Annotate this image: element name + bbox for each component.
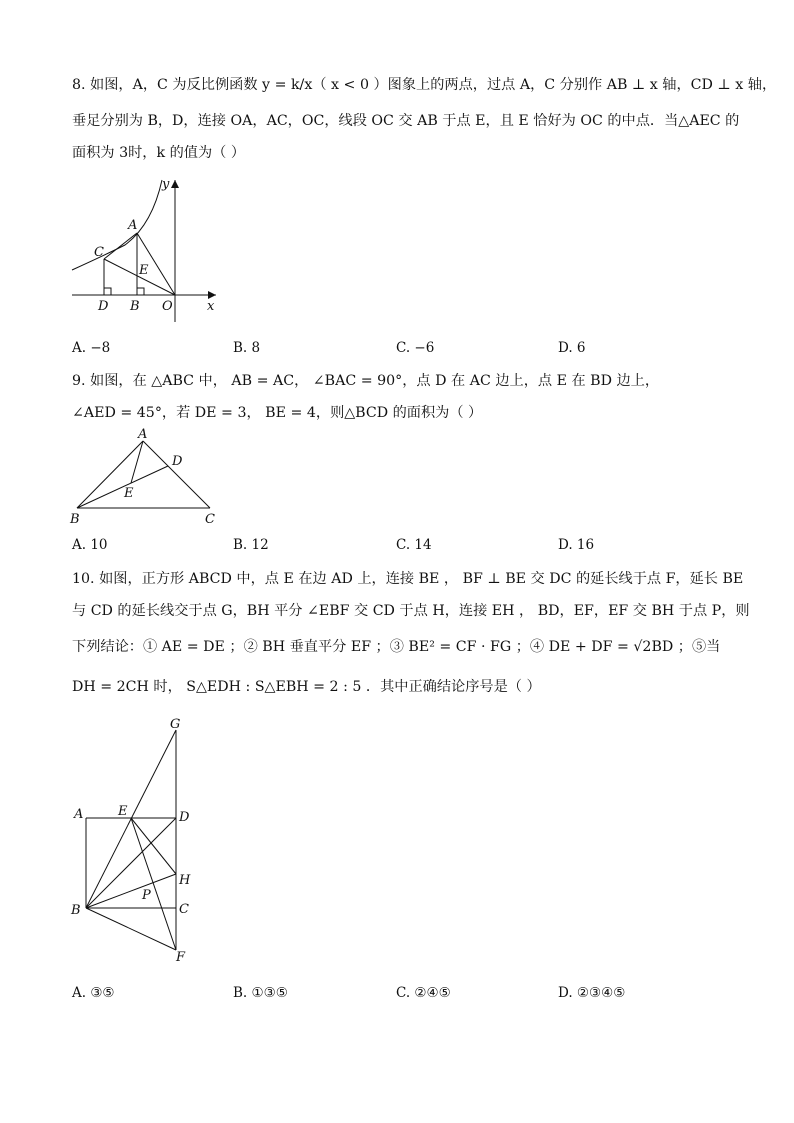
- q10-option-a: A. ③⑤: [72, 985, 115, 1001]
- q10-label-B: B: [71, 903, 81, 918]
- q10-option-c: C. ②④⑤: [396, 985, 451, 1001]
- q10-label-P: P: [142, 888, 151, 903]
- q9-label-C: C: [205, 512, 215, 527]
- q10-segment-BF: [86, 908, 176, 950]
- q10-segment-EH: [131, 818, 176, 874]
- q10-label-G: G: [170, 717, 181, 732]
- q10-label-A: A: [74, 807, 84, 822]
- q9-option-d: D. 16: [558, 537, 595, 553]
- q8-stem-line-2: 垂足分别为 B，D，连接 OA，AC，OC，线段 OC 交 AB 于点 E，且 E 恰好为 OC 的中点．当△AEC 的: [72, 113, 740, 129]
- q9-label-B: B: [70, 512, 80, 527]
- q8-option-a: A. −8: [72, 340, 111, 356]
- q9-label-E: E: [124, 486, 134, 501]
- q8-label-x: x: [207, 299, 215, 314]
- q9-label-A: A: [138, 427, 148, 442]
- q9-option-a: A. 10: [72, 537, 108, 553]
- q8-label-C: C: [94, 245, 104, 260]
- q8-label-E: E: [139, 263, 149, 278]
- q8-label-y: y: [162, 177, 170, 192]
- q10-option-b: B. ①③⑤: [233, 985, 288, 1001]
- q8-label-B: B: [130, 299, 140, 314]
- q9-option-c: C. 14: [396, 537, 432, 553]
- q9-stem-line-2: ∠AED = 45°，若 DE = 3， BE = 4，则△BCD 的面积为（ ）: [72, 405, 483, 421]
- q8-option-c: C. −6: [396, 340, 435, 356]
- q10-stem-line-1: 10. 如图，正方形 ABCD 中，点 E 在边 AD 上，连接 BE ， BF ⊥ BE 交 DC 的延长线于点 F，延长 BE: [72, 571, 744, 587]
- q10-segment-BH: [86, 874, 176, 908]
- q10-label-H: H: [179, 873, 191, 888]
- q8-stem-line-1: 8. 如图，A，C 为反比例函数 y = k/x（ x < 0 ）图象上的两点，过点 A，C 分别作 AB ⊥ x 轴，CD ⊥ x 轴，: [72, 77, 777, 93]
- q10-label-C: C: [179, 902, 189, 917]
- q10-label-F: F: [176, 950, 186, 965]
- q10-stem-line-4: DH = 2CH 时， S△EDH : S△EBH = 2 : 5 ．其中正确结论序号是（ ）: [72, 679, 541, 695]
- q10-stem-line-3: 下列结论：① AE = DE ；② BH 垂直平分 EF ；③ BE² = CF · FG ；④ DE + DF = √2BD ；⑤当: [72, 639, 721, 655]
- q9-label-D: D: [172, 454, 183, 469]
- q10-option-d: D. ②③④⑤: [558, 985, 626, 1001]
- q8-label-A: A: [128, 218, 138, 233]
- q10-stem-line-2: 与 CD 的延长线交于点 G，BH 平分 ∠EBF 交 CD 于点 H，连接 EH ， BD，EF，EF 交 BH 于点 P，则: [72, 603, 750, 619]
- q8-stem-line-3: 面积为 3时，k 的值为（ ）: [72, 145, 246, 161]
- q9-option-b: B. 12: [233, 537, 269, 553]
- q10-segment-BD: [86, 818, 176, 908]
- q8-label-D: D: [98, 299, 109, 314]
- q10-label-E: E: [118, 804, 128, 819]
- q9-stem-line-1: 9. 如图，在 △ABC 中， AB = AC， ∠BAC = 90°，点 D 在 AC 边上，点 E 在 BD 边上，: [72, 373, 660, 389]
- q8-option-b: B. 8: [233, 340, 261, 356]
- q10-segment-EF: [131, 818, 176, 950]
- q10-label-D: D: [179, 810, 190, 825]
- q8-label-O: O: [162, 299, 173, 314]
- q8-option-d: D. 6: [558, 340, 586, 356]
